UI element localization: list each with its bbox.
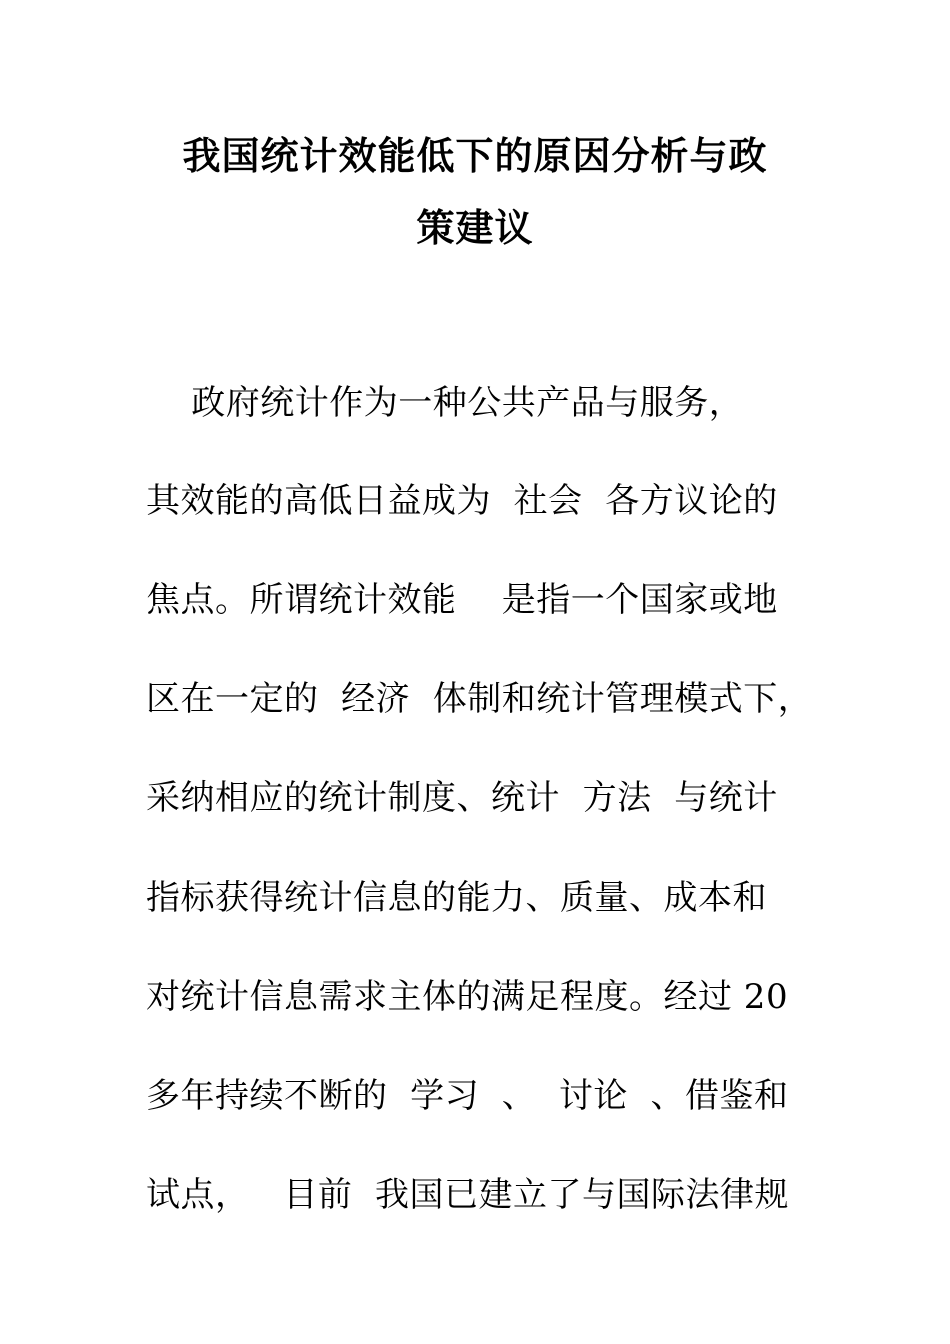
paragraph-line-3: 焦点。所谓统计效能 是指一个国家或地 bbox=[146, 580, 778, 620]
paragraph-line-5: 采纳相应的统计制度、统计 方法 与统计 bbox=[146, 778, 778, 818]
paragraph-line-6: 指标获得统计信息的能力、质量、成本和 bbox=[146, 878, 767, 918]
paragraph-line-7: 对统计信息需求主体的满足程度。经过 20 bbox=[146, 977, 789, 1017]
document-title-line-1: 我国统计效能低下的原因分析与政 bbox=[182, 134, 768, 178]
paragraph-line-4: 区在一定的 经济 体制和统计管理模式下， bbox=[146, 679, 813, 719]
document-title-line-2: 策建议 bbox=[416, 206, 534, 250]
paragraph-line-8: 多年持续不断的 学习 、 讨论 、借鉴和 bbox=[146, 1076, 789, 1116]
paragraph-line-9: 试点， 目前 我国已建立了与国际法律规 bbox=[146, 1175, 790, 1215]
paragraph-line-2: 其效能的高低日益成为 社会 各方议论的 bbox=[146, 481, 778, 521]
paragraph-line-1: 政府统计作为一种公共产品与服务， bbox=[146, 383, 744, 423]
